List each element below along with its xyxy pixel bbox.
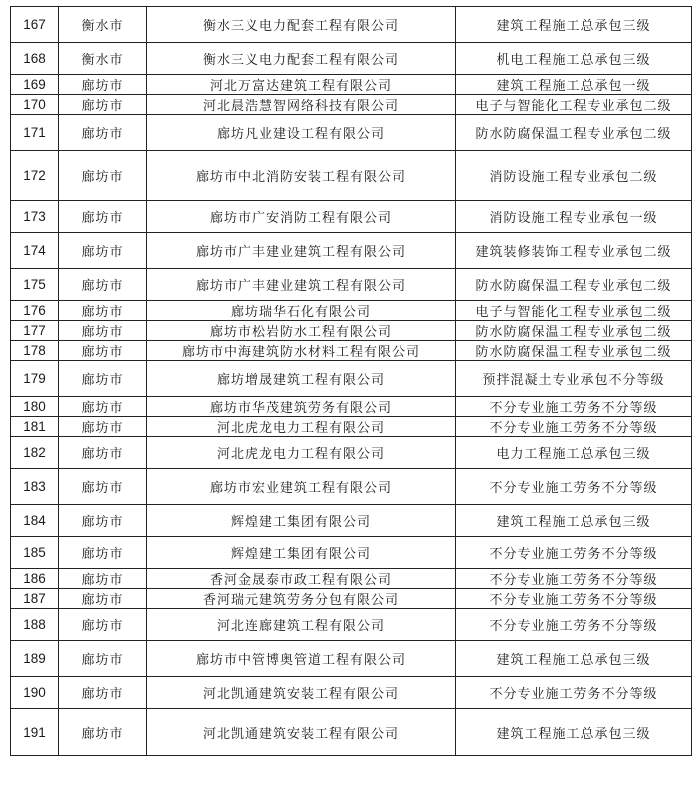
qualification-cell: 防水防腐保温工程专业承包二级 [456,115,692,151]
table-row [11,75,692,95]
city-cell: 衡水市 [59,43,147,75]
qualification-cell: 电子与智能化工程专业承包二级 [456,95,692,115]
company-name-cell: 廊坊市宏业建筑工程有限公司 [147,469,456,505]
row-number-cell: 177 [11,321,59,341]
qualification-cell: 不分专业施工劳务不分等级 [456,397,692,417]
company-name-cell: 辉煌建工集团有限公司 [147,505,456,537]
row-number-cell: 173 [11,201,59,233]
city-cell: 廊坊市 [59,115,147,151]
company-name-cell: 香河金晟泰市政工程有限公司 [147,569,456,589]
company-name-cell: 河北凯通建筑安装工程有限公司 [147,709,456,756]
company-name-cell: 河北虎龙电力工程有限公司 [147,437,456,469]
qualification-cell: 建筑工程施工总承包三级 [456,709,692,756]
row-number-cell: 187 [11,589,59,609]
table-row [11,589,692,609]
city-cell: 廊坊市 [59,589,147,609]
city-cell: 廊坊市 [59,233,147,269]
qualification-cell: 防水防腐保温工程专业承包二级 [456,341,692,361]
company-name-cell: 廊坊市广丰建业建筑工程有限公司 [147,269,456,301]
qualification-cell: 防水防腐保温工程专业承包二级 [456,321,692,341]
city-cell: 廊坊市 [59,269,147,301]
company-name-cell: 河北连廊建筑工程有限公司 [147,609,456,641]
qualification-cell: 不分专业施工劳务不分等级 [456,537,692,569]
city-cell: 廊坊市 [59,301,147,321]
city-cell: 廊坊市 [59,341,147,361]
table-row [11,397,692,417]
table-row [11,95,692,115]
qualification-cell: 电力工程施工总承包三级 [456,437,692,469]
table-row [11,233,692,269]
qualification-cell: 不分专业施工劳务不分等级 [456,677,692,709]
row-number-cell: 182 [11,437,59,469]
qualification-cell: 建筑工程施工总承包三级 [456,7,692,43]
row-number-cell: 176 [11,301,59,321]
qualification-cell: 防水防腐保温工程专业承包二级 [456,269,692,301]
table-row [11,537,692,569]
row-number-cell: 191 [11,709,59,756]
table-row [11,201,692,233]
table-row [11,7,692,43]
company-name-cell: 廊坊增晟建筑工程有限公司 [147,361,456,397]
company-name-cell: 衡水三义电力配套工程有限公司 [147,7,456,43]
company-name-cell: 廊坊市中海建筑防水材料工程有限公司 [147,341,456,361]
table-row [11,641,692,677]
company-name-cell: 河北虎龙电力工程有限公司 [147,417,456,437]
row-number-cell: 188 [11,609,59,641]
city-cell: 廊坊市 [59,677,147,709]
city-cell: 廊坊市 [59,469,147,505]
row-number-cell: 175 [11,269,59,301]
qualification-cell: 消防设施工程专业承包二级 [456,151,692,201]
table-row [11,151,692,201]
table-row [11,609,692,641]
table-row [11,301,692,321]
row-number-cell: 179 [11,361,59,397]
qualification-cell: 建筑工程施工总承包三级 [456,505,692,537]
row-number-cell: 183 [11,469,59,505]
city-cell: 廊坊市 [59,417,147,437]
company-name-cell: 香河瑞元建筑劳务分包有限公司 [147,589,456,609]
table-body [11,7,692,756]
table-row [11,505,692,537]
company-name-cell: 衡水三义电力配套工程有限公司 [147,43,456,75]
qualification-cell: 建筑工程施工总承包一级 [456,75,692,95]
row-number-cell: 186 [11,569,59,589]
company-name-cell: 廊坊瑞华石化有限公司 [147,301,456,321]
table-row [11,321,692,341]
table-row [11,361,692,397]
qualification-cell: 建筑装修装饰工程专业承包二级 [456,233,692,269]
qualification-table [10,6,692,756]
city-cell: 衡水市 [59,7,147,43]
qualification-cell: 预拌混凝土专业承包不分等级 [456,361,692,397]
city-cell: 廊坊市 [59,95,147,115]
row-number-cell: 168 [11,43,59,75]
table-row [11,469,692,505]
company-name-cell: 河北凯通建筑安装工程有限公司 [147,677,456,709]
company-name-cell: 廊坊市松岩防水工程有限公司 [147,321,456,341]
table-row [11,709,692,756]
table-row [11,417,692,437]
table-row [11,269,692,301]
city-cell: 廊坊市 [59,361,147,397]
table-row [11,437,692,469]
table-row [11,341,692,361]
qualification-cell: 建筑工程施工总承包三级 [456,641,692,677]
qualification-cell: 电子与智能化工程专业承包二级 [456,301,692,321]
qualification-cell: 不分专业施工劳务不分等级 [456,417,692,437]
qualification-cell: 不分专业施工劳务不分等级 [456,589,692,609]
row-number-cell: 167 [11,7,59,43]
city-cell: 廊坊市 [59,641,147,677]
qualification-cell: 机电工程施工总承包三级 [456,43,692,75]
company-name-cell: 廊坊市中北消防安装工程有限公司 [147,151,456,201]
row-number-cell: 190 [11,677,59,709]
qualification-cell: 不分专业施工劳务不分等级 [456,469,692,505]
company-name-cell: 廊坊市华茂建筑劳务有限公司 [147,397,456,417]
city-cell: 廊坊市 [59,709,147,756]
row-number-cell: 172 [11,151,59,201]
company-name-cell: 河北晨浩慧智网络科技有限公司 [147,95,456,115]
row-number-cell: 189 [11,641,59,677]
row-number-cell: 185 [11,537,59,569]
qualification-cell: 消防设施工程专业承包一级 [456,201,692,233]
row-number-cell: 181 [11,417,59,437]
company-name-cell: 廊坊凡业建设工程有限公司 [147,115,456,151]
qualification-cell: 不分专业施工劳务不分等级 [456,569,692,589]
city-cell: 廊坊市 [59,569,147,589]
row-number-cell: 170 [11,95,59,115]
row-number-cell: 178 [11,341,59,361]
city-cell: 廊坊市 [59,537,147,569]
row-number-cell: 184 [11,505,59,537]
table-row [11,43,692,75]
city-cell: 廊坊市 [59,505,147,537]
company-name-cell: 辉煌建工集团有限公司 [147,537,456,569]
city-cell: 廊坊市 [59,75,147,95]
row-number-cell: 174 [11,233,59,269]
table-row [11,569,692,589]
city-cell: 廊坊市 [59,201,147,233]
row-number-cell: 169 [11,75,59,95]
city-cell: 廊坊市 [59,321,147,341]
company-name-cell: 廊坊市中管博奥管道工程有限公司 [147,641,456,677]
company-name-cell: 廊坊市广安消防工程有限公司 [147,201,456,233]
table-row [11,115,692,151]
company-name-cell: 廊坊市广丰建业建筑工程有限公司 [147,233,456,269]
city-cell: 廊坊市 [59,437,147,469]
row-number-cell: 180 [11,397,59,417]
qualification-cell: 不分专业施工劳务不分等级 [456,609,692,641]
row-number-cell: 171 [11,115,59,151]
company-name-cell: 河北万富达建筑工程有限公司 [147,75,456,95]
table-row [11,677,692,709]
city-cell: 廊坊市 [59,609,147,641]
city-cell: 廊坊市 [59,397,147,417]
city-cell: 廊坊市 [59,151,147,201]
